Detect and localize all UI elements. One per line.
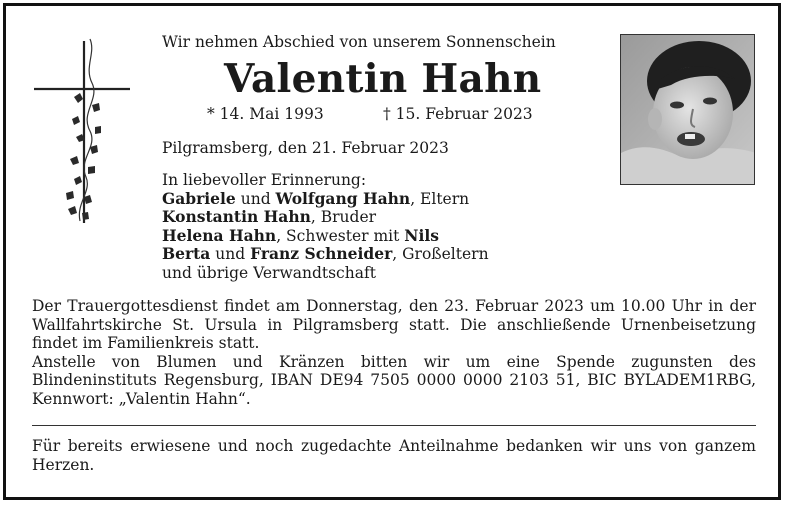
family-name: Konstantin Hahn (162, 207, 311, 226)
family-line-parents (162, 190, 602, 209)
family-name: Wolfgang Hahn (275, 188, 411, 208)
thanks-paragraph: Für bereits erwiesene und noch zugedachte Anteilnahme bedanken wir uns von ganzem Herzen. (32, 437, 756, 474)
family-heading: In liebevoller Erinnerung: (162, 171, 367, 189)
service-paragraph: Der Trauergottesdienst findet am Donnerstag, den 23. Februar 2023 um 10.00 Uhr in der Wallfahrtskirche St. Ursula in Pilgramsberg statt. Die anschließende Urnenbeisetzung findet im Familienkreis statt. (32, 297, 756, 352)
divider (32, 425, 756, 426)
notice-body (32, 297, 756, 408)
place-date: Pilgramsberg, den 21. Februar 2023 (162, 139, 449, 157)
family-name: Franz Schneider (250, 244, 393, 263)
life-dates (162, 103, 602, 125)
family-line-relatives: und übrige Verwandtschaft (162, 263, 376, 282)
family-text: , Eltern (410, 189, 470, 208)
portrait-photo (620, 34, 755, 185)
family-text: , Bruder (310, 208, 377, 226)
cross-with-ivy-icon (32, 33, 132, 228)
family-text: und (210, 245, 251, 263)
header-block (162, 33, 602, 282)
intro-line: Wir nehmen Abschied von unserem Sonnenschein (162, 33, 556, 51)
family-name: Nils (404, 225, 439, 245)
family-line-sister (162, 227, 602, 246)
family-text: , Großeltern (392, 245, 489, 263)
family-list (162, 171, 602, 282)
family-name: Berta (162, 244, 211, 263)
death-date: † 15. Februar 2023 (383, 105, 533, 123)
family-text: , Schwester mit (276, 226, 405, 245)
family-name: Gabriele (162, 188, 236, 208)
deceased-name: Valentin Hahn (224, 56, 542, 102)
birth-date: * 14. Mai 1993 (207, 105, 324, 123)
family-line-brother (162, 208, 602, 227)
family-name: Helena Hahn (162, 225, 277, 245)
family-line-grandparents (162, 245, 602, 264)
donation-paragraph: Anstelle von Blumen und Kränzen bitten wir um eine Spende zugunsten des Blindeninstituts Regensburg, IBAN DE94 7505 0000 0000 2103 51, BIC BYLADEM1RBG, Kennwort: „Valentin Hahn“. (32, 352, 756, 408)
family-text: und (235, 189, 276, 208)
